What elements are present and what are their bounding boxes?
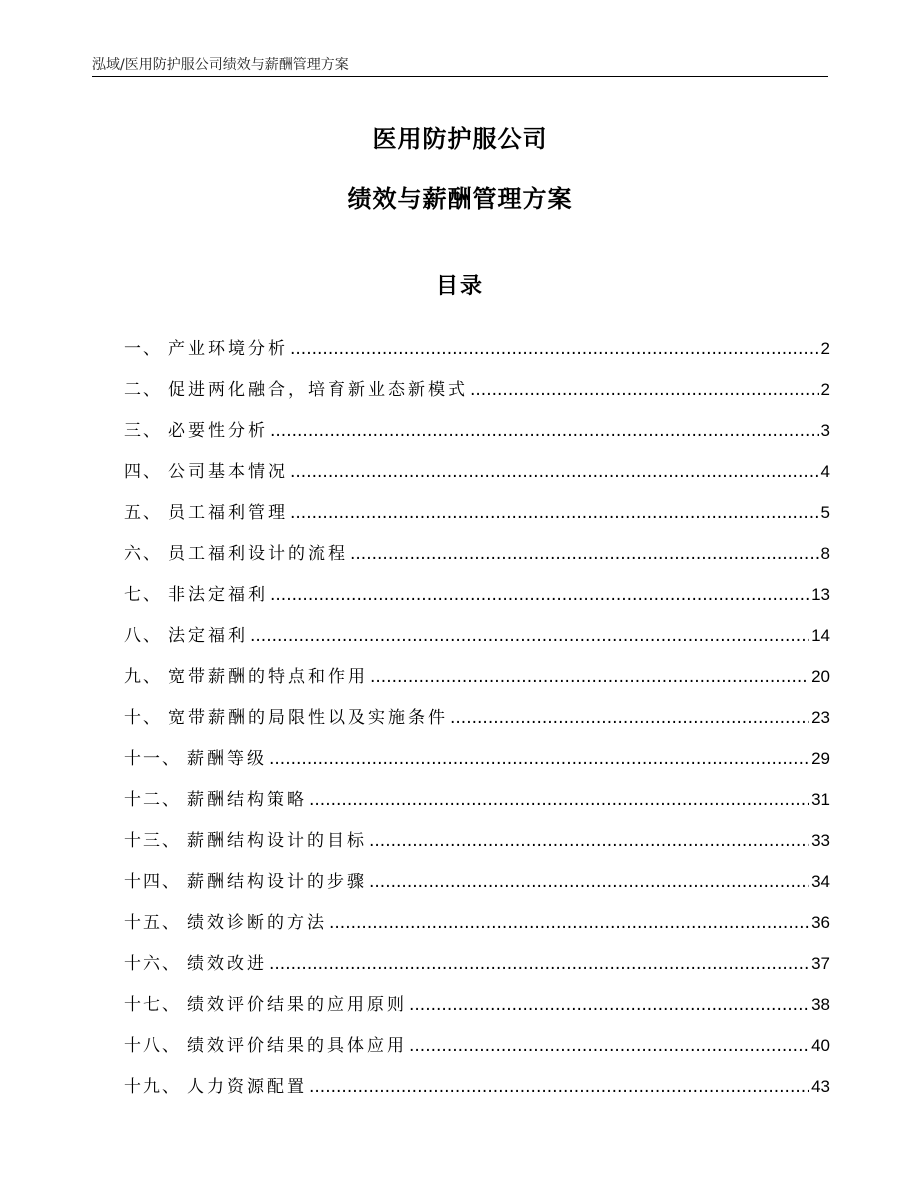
- toc-entry-number: 五、: [124, 503, 162, 523]
- document-title-line-2: 绩效与薪酬管理方案: [347, 185, 573, 213]
- toc-entry-title: 产业环境分析: [168, 339, 288, 359]
- toc-entry-title: 薪酬结构设计的目标: [187, 831, 367, 851]
- toc-dot-leader: [309, 786, 809, 814]
- toc-entry[interactable]: [124, 691, 830, 732]
- toc-entry[interactable]: [124, 1060, 830, 1101]
- toc-entry-title: 必要性分析: [168, 421, 268, 441]
- toc-dot-leader: [329, 909, 809, 937]
- toc-entry-title: 促进两化融合，培育新业态新模式: [168, 380, 468, 400]
- toc-dot-leader: [290, 499, 819, 527]
- toc-entry-page: 33: [811, 831, 830, 850]
- toc-dot-leader: [369, 868, 809, 896]
- toc-entry-title: 绩效诊断的方法: [187, 913, 327, 933]
- toc-entry-page: 4: [820, 462, 830, 481]
- toc-entry-page: 8: [820, 544, 830, 563]
- document-title-line-1: 医用防护服公司: [372, 125, 548, 153]
- toc-heading: 目录: [435, 274, 484, 299]
- toc-entry-page: 23: [811, 708, 830, 727]
- toc-entry-number: 十、: [124, 708, 162, 728]
- toc-dot-leader: [290, 335, 819, 363]
- toc-entry-page: 29: [811, 749, 830, 768]
- toc-entry[interactable]: [124, 568, 830, 609]
- toc-entry[interactable]: [124, 855, 830, 896]
- toc-entry[interactable]: [124, 322, 830, 363]
- toc-entry-page: 14: [811, 626, 830, 645]
- toc-entry-title: 绩效评价结果的应用原则: [187, 995, 407, 1015]
- toc-entry[interactable]: [124, 486, 830, 527]
- toc-entry[interactable]: [124, 404, 830, 445]
- toc-dot-leader: [350, 540, 819, 568]
- toc-entry-title: 公司基本情况: [168, 462, 288, 482]
- toc-entry-title: 宽带薪酬的特点和作用: [168, 667, 368, 687]
- toc-entry-page: 36: [811, 913, 830, 932]
- toc-entry[interactable]: [124, 363, 830, 404]
- toc-dot-leader: [270, 581, 809, 609]
- toc-entry-title: 宽带薪酬的局限性以及实施条件: [168, 708, 448, 728]
- toc-entry-number: 二、: [124, 380, 162, 400]
- toc-entry-title: 非法定福利: [168, 585, 268, 605]
- toc-dot-leader: [270, 417, 819, 445]
- toc-entry-page: 5: [820, 503, 830, 522]
- toc-entry[interactable]: [124, 609, 830, 650]
- toc-entry-title: 薪酬结构策略: [187, 790, 307, 810]
- toc-entry[interactable]: [124, 814, 830, 855]
- toc-entry-page: 2: [820, 339, 830, 358]
- toc-entry-number: 十八、: [124, 1036, 181, 1056]
- toc-entry-number: 十四、: [124, 872, 181, 892]
- toc-dot-leader: [370, 663, 809, 691]
- toc-dot-leader: [369, 827, 809, 855]
- toc-entry[interactable]: [124, 978, 830, 1019]
- toc-entry-title: 绩效改进: [187, 954, 267, 974]
- toc-entry-number: 三、: [124, 421, 162, 441]
- toc-entry[interactable]: [124, 937, 830, 978]
- toc-entry-number: 十一、: [124, 749, 181, 769]
- toc-entry[interactable]: [124, 445, 830, 486]
- toc-dot-leader: [269, 950, 809, 978]
- toc-entry-title: 法定福利: [168, 626, 248, 646]
- toc-entry-title: 绩效评价结果的具体应用: [187, 1036, 407, 1056]
- toc-entry-number: 十六、: [124, 954, 181, 974]
- toc-entry[interactable]: [124, 773, 830, 814]
- toc-entry-page: 38: [811, 995, 830, 1014]
- toc-entry[interactable]: [124, 896, 830, 937]
- toc-entry-page: 37: [811, 954, 830, 973]
- table-of-contents: [124, 322, 830, 1101]
- toc-dot-leader: [290, 458, 819, 486]
- toc-dot-leader: [409, 991, 809, 1019]
- toc-entry-page: 3: [820, 421, 830, 440]
- toc-dot-leader: [250, 622, 809, 650]
- toc-entry-title: 薪酬结构设计的步骤: [187, 872, 367, 892]
- toc-entry-page: 31: [811, 790, 830, 809]
- toc-dot-leader: [470, 376, 819, 404]
- toc-entry-number: 一、: [124, 339, 162, 359]
- toc-entry-number: 十七、: [124, 995, 181, 1015]
- toc-dot-leader: [409, 1032, 809, 1060]
- toc-entry-number: 四、: [124, 462, 162, 482]
- toc-entry-number: 九、: [124, 667, 162, 687]
- toc-entry[interactable]: [124, 1019, 830, 1060]
- toc-entry-number: 十九、: [124, 1077, 181, 1097]
- toc-entry-number: 十二、: [124, 790, 181, 810]
- toc-entry[interactable]: [124, 527, 830, 568]
- toc-entry-page: 43: [811, 1077, 830, 1096]
- toc-entry-title: 员工福利设计的流程: [168, 544, 348, 564]
- toc-entry-page: 2: [820, 380, 830, 399]
- toc-dot-leader: [450, 704, 809, 732]
- toc-entry[interactable]: [124, 650, 830, 691]
- toc-entry-number: 六、: [124, 544, 162, 564]
- toc-entry[interactable]: [124, 732, 830, 773]
- toc-entry-page: 34: [811, 872, 830, 891]
- toc-entry-title: 人力资源配置: [187, 1077, 307, 1097]
- running-header: 泓域/医用防护服公司绩效与薪酬管理方案: [92, 54, 828, 77]
- toc-entry-title: 薪酬等级: [187, 749, 267, 769]
- toc-entry-number: 十五、: [124, 913, 181, 933]
- toc-entry-page: 40: [811, 1036, 830, 1055]
- toc-entry-number: 八、: [124, 626, 162, 646]
- toc-entry-number: 十三、: [124, 831, 181, 851]
- toc-dot-leader: [269, 745, 809, 773]
- toc-entry-page: 13: [811, 585, 830, 604]
- toc-entry-number: 七、: [124, 585, 162, 605]
- toc-entry-title: 员工福利管理: [168, 503, 288, 523]
- toc-entry-page: 20: [811, 667, 830, 686]
- toc-dot-leader: [309, 1073, 809, 1101]
